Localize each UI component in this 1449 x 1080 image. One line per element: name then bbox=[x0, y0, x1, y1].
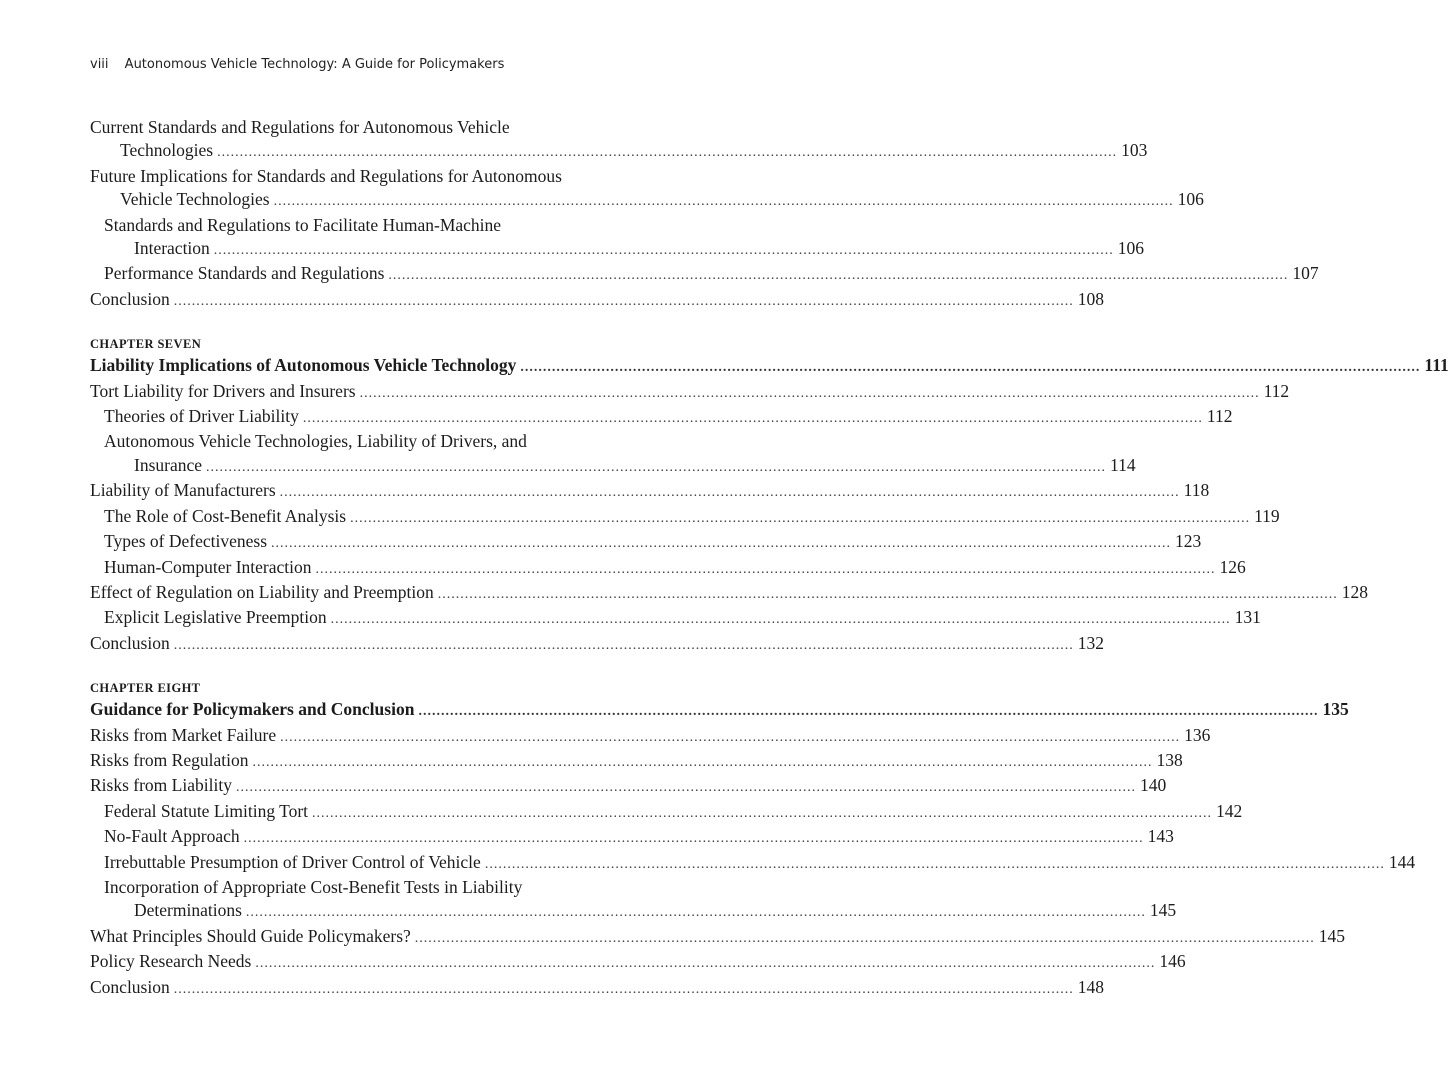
toc-entry-text: Incorporation of Appropriate Cost-Benefit Tests in Liability bbox=[104, 876, 523, 897]
toc-subentry[interactable] bbox=[90, 505, 1280, 530]
chapter-label: CHAPTER SEVEN bbox=[90, 337, 202, 352]
toc-entry-text-cont: Determinations bbox=[134, 900, 242, 921]
toc-page-number: 138 bbox=[1156, 749, 1183, 770]
toc-entry-text: Current Standards and Regulations for Autonomous Vehicle bbox=[90, 117, 510, 137]
toc-page-number: 111 bbox=[1424, 355, 1449, 376]
dot-leader: ........................................................................................................................................................................................................ bbox=[302, 411, 1203, 427]
dot-leader: ........................................................................................................................................................................................................ bbox=[279, 485, 1180, 501]
dot-leader: ........................................................................................................................................................................................................ bbox=[437, 586, 1338, 602]
toc-entry-text: Conclusion bbox=[90, 632, 170, 653]
dot-leader: ........................................................................................................................................................................................................ bbox=[173, 981, 1074, 997]
toc-entry-text: Risks from Liability bbox=[90, 775, 232, 796]
dot-leader: ........................................................................................................................................................................................................ bbox=[273, 194, 1174, 210]
toc-entry[interactable] bbox=[90, 950, 1186, 975]
toc-entry-text: Human-Computer Interaction bbox=[104, 556, 312, 577]
toc-page-number: 132 bbox=[1077, 632, 1104, 653]
toc-page-number: 119 bbox=[1254, 505, 1280, 526]
toc-entry-text: Explicit Legislative Preemption bbox=[104, 607, 327, 628]
toc-entry[interactable] bbox=[90, 116, 1148, 165]
toc-subentry[interactable] bbox=[90, 405, 1233, 430]
dot-leader: ........................................................................................................................................................................................................ bbox=[359, 385, 1260, 401]
toc-subentry[interactable] bbox=[90, 214, 1145, 263]
dot-leader: ........................................................................................................................................................................................................ bbox=[350, 510, 1251, 526]
chapter-title: Guidance for Policymakers and Conclusion bbox=[90, 699, 415, 720]
toc-page-number: 107 bbox=[1292, 263, 1319, 284]
dot-leader: ........................................................................................................................................................................................................ bbox=[280, 729, 1181, 745]
toc-page-number: 136 bbox=[1184, 724, 1211, 745]
table-of-contents bbox=[90, 116, 1449, 1001]
toc-page-number: 106 bbox=[1117, 238, 1145, 259]
toc-entry-text: Effect of Regulation on Liability and Preemption bbox=[90, 581, 434, 602]
toc-entry-text: Future Implications for Standards and Regulations for Autonomous bbox=[90, 165, 562, 186]
dot-leader: ........................................................................................................................................................................................................ bbox=[520, 360, 1421, 376]
toc-entry-text: Performance Standards and Regulations bbox=[104, 263, 385, 284]
toc-entry-text-cont: Technologies bbox=[120, 140, 214, 161]
toc-entry[interactable] bbox=[90, 632, 1104, 657]
toc-entry[interactable] bbox=[90, 165, 1204, 214]
toc-page-number: 145 bbox=[1149, 900, 1177, 921]
toc-entry[interactable] bbox=[90, 380, 1290, 405]
toc-entry[interactable] bbox=[90, 724, 1211, 749]
toc-page-number: 106 bbox=[1177, 189, 1204, 210]
dot-leader: ........................................................................................................................................................................................................ bbox=[330, 612, 1231, 628]
toc-entry-text-cont: Interaction bbox=[134, 238, 210, 259]
toc-entry-text: Theories of Driver Liability bbox=[104, 406, 299, 427]
toc-entry[interactable] bbox=[90, 479, 1210, 504]
toc-page-number: 103 bbox=[1121, 140, 1148, 161]
toc-entry-text: Risks from Regulation bbox=[90, 749, 249, 770]
toc-subentry[interactable] bbox=[90, 556, 1246, 581]
toc-page-number: 146 bbox=[1159, 951, 1186, 972]
dot-leader: ........................................................................................................................................................................................................ bbox=[388, 268, 1289, 284]
toc-subentry[interactable] bbox=[90, 825, 1174, 850]
book-title: Autonomous Vehicle Technology: A Guide for Policymakers bbox=[124, 57, 505, 72]
toc-subentry[interactable] bbox=[90, 606, 1261, 631]
toc-entry-text: Types of Defectiveness bbox=[104, 531, 268, 552]
toc-page-number: 145 bbox=[1318, 925, 1346, 946]
toc-entry[interactable] bbox=[90, 774, 1167, 799]
toc-entry-text: Autonomous Vehicle Technologies, Liability of Drivers, and bbox=[104, 431, 527, 452]
toc-entry-text: Conclusion bbox=[90, 976, 170, 997]
toc-entry-text: Tort Liability for Drivers and Insurers bbox=[90, 380, 356, 401]
toc-page-number: 112 bbox=[1206, 406, 1233, 427]
toc-subentry[interactable] bbox=[90, 851, 1416, 876]
toc-entry-text: Risks from Market Failure bbox=[90, 724, 277, 745]
running-header bbox=[90, 57, 504, 72]
toc-page-number: 142 bbox=[1216, 800, 1243, 821]
toc-entry[interactable] bbox=[90, 581, 1369, 606]
toc-entry-text: No-Fault Approach bbox=[104, 826, 240, 847]
toc-page-number: 108 bbox=[1077, 288, 1104, 309]
toc-page-number: 123 bbox=[1175, 531, 1202, 552]
dot-leader: ........................................................................................................................................................................................................ bbox=[414, 930, 1315, 946]
toc-page-number: 135 bbox=[1322, 699, 1349, 720]
toc-page-number: 144 bbox=[1388, 851, 1416, 872]
dot-leader: ........................................................................................................................................................................................................ bbox=[252, 754, 1153, 770]
toc-entry[interactable] bbox=[90, 749, 1183, 774]
dot-leader: ........................................................................................................................................................................................................ bbox=[255, 956, 1156, 972]
toc-entry[interactable] bbox=[90, 925, 1346, 950]
toc-page-number: 118 bbox=[1183, 480, 1210, 501]
dot-leader: ........................................................................................................................................................................................................ bbox=[245, 905, 1146, 921]
toc-page-number: 112 bbox=[1263, 380, 1290, 401]
dot-leader: ........................................................................................................................................................................................................ bbox=[217, 145, 1118, 161]
toc-entry-text: Standards and Regulations to Facilitate Human-Machine bbox=[104, 214, 502, 235]
dot-leader: ........................................................................................................................................................................................................ bbox=[173, 637, 1074, 653]
dot-leader: ........................................................................................................................................................................................................ bbox=[243, 831, 1144, 847]
dot-leader: ........................................................................................................................................................................................................ bbox=[206, 459, 1107, 475]
chapter-title: Liability Implications of Autonomous Vehicle Technology bbox=[90, 355, 517, 376]
dot-leader: ........................................................................................................................................................................................................ bbox=[484, 856, 1385, 872]
chapter-title-entry[interactable] bbox=[90, 354, 1449, 379]
toc-entry-text: Policy Research Needs bbox=[90, 951, 252, 972]
toc-page-number: 126 bbox=[1219, 556, 1246, 577]
toc-entry-text: Federal Statute Limiting Tort bbox=[104, 800, 309, 821]
toc-page-number: 131 bbox=[1234, 607, 1261, 628]
dot-leader: ........................................................................................................................................................................................................ bbox=[418, 704, 1319, 720]
toc-page-number: 143 bbox=[1147, 826, 1174, 847]
dot-leader: ........................................................................................................................................................................................................ bbox=[271, 536, 1172, 552]
toc-subentry[interactable] bbox=[90, 262, 1319, 287]
toc-entry-text-cont: Vehicle Technologies bbox=[120, 189, 270, 210]
page-folio: viii bbox=[90, 57, 109, 72]
dot-leader: ........................................................................................................................................................................................................ bbox=[213, 243, 1114, 259]
dot-leader: ........................................................................................................................................................................................................ bbox=[312, 805, 1213, 821]
toc-subentry[interactable] bbox=[90, 430, 1136, 479]
toc-entry-text: The Role of Cost-Benefit Analysis bbox=[104, 505, 347, 526]
toc-entry-text: Liability of Manufacturers bbox=[90, 480, 276, 501]
toc-entry-text: What Principles Should Guide Policymakers? bbox=[90, 925, 411, 946]
dot-leader: ........................................................................................................................................................................................................ bbox=[235, 780, 1136, 796]
toc-entry-text-cont: Insurance bbox=[134, 454, 203, 475]
toc-entry-text: Irrebuttable Presumption of Driver Control of Vehicle bbox=[104, 851, 481, 872]
toc-entry[interactable] bbox=[90, 976, 1104, 1001]
toc-page-number: 128 bbox=[1341, 581, 1369, 602]
dot-leader: ........................................................................................................................................................................................................ bbox=[173, 293, 1074, 309]
toc-subentry[interactable] bbox=[90, 800, 1243, 825]
toc-entry-text: Conclusion bbox=[90, 288, 170, 309]
dot-leader: ........................................................................................................................................................................................................ bbox=[315, 561, 1216, 577]
toc-page-number: 140 bbox=[1139, 775, 1167, 796]
toc-page-number: 148 bbox=[1077, 976, 1104, 997]
toc-subentry[interactable] bbox=[90, 530, 1202, 555]
toc-subentry[interactable] bbox=[90, 876, 1177, 925]
toc-page-number: 114 bbox=[1110, 454, 1136, 475]
toc-entry[interactable] bbox=[90, 288, 1104, 313]
chapter-label: CHAPTER EIGHT bbox=[90, 681, 201, 696]
chapter-title-entry[interactable] bbox=[90, 698, 1349, 723]
